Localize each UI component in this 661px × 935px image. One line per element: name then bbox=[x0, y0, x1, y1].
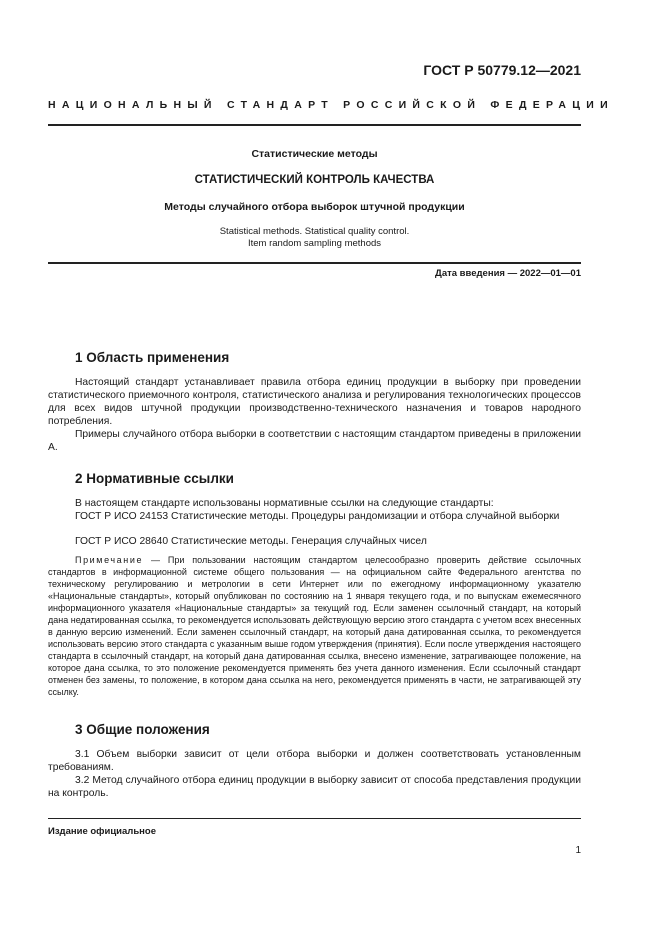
normative-reference-1 bbox=[48, 510, 581, 523]
english-title-line-1: Statistical methods. Statistical quality control. bbox=[219, 226, 410, 237]
normative-reference-2 bbox=[48, 535, 581, 548]
title-line-2: СТАТИСТИЧЕСКИЙ КОНТРОЛЬ КАЧЕСТВА bbox=[194, 174, 435, 186]
english-title bbox=[48, 226, 581, 250]
document-number: ГОСТ Р 50779.12—2021 bbox=[423, 62, 581, 78]
section-3-paragraph-2-text: 3.2 Метод случайного отбора единиц продукции в выборку зависит от способа представления продукции на контроль. bbox=[48, 775, 581, 799]
english-title-line-2: Item random sampling methods bbox=[247, 238, 382, 249]
section-1-heading: 1 Область применения bbox=[75, 350, 230, 365]
title-line-3: Методы случайного отбора выборок штучной продукции bbox=[164, 201, 465, 213]
official-edition-label: Издание официальное bbox=[48, 826, 156, 837]
footer-rule bbox=[48, 818, 581, 819]
section-2-paragraph-1-text: В настоящем стандарте использованы нормативные ссылки на следующие стандарты: bbox=[75, 498, 494, 509]
section-2-paragraph-1 bbox=[48, 497, 581, 510]
national-standard-heading: НАЦИОНАЛЬНЫЙ СТАНДАРТ РОССИЙСКОЙ ФЕДЕРАЦИИ bbox=[48, 99, 614, 111]
title-line-1: Статистические методы bbox=[251, 148, 378, 160]
section-3-paragraph-1 bbox=[48, 748, 581, 774]
section-1-paragraph-1 bbox=[48, 376, 581, 428]
section-3-paragraph-1-text: 3.1 Объем выборки зависит от цели отбора выборки и должен соответствовать установленным требованиям. bbox=[48, 749, 581, 773]
note-block bbox=[48, 554, 581, 698]
top-rule bbox=[48, 124, 581, 126]
normative-reference-1-text: ГОСТ Р ИСО 24153 Статистические методы. Процедуры рандомизации и отбора случайной выборки bbox=[75, 511, 560, 522]
note-label: Примечание bbox=[75, 555, 144, 565]
section-1-paragraph-2 bbox=[48, 428, 581, 454]
section-1-paragraph-1-text: Настоящий стандарт устанавливает правила отбора единиц продукции в выборку при проведении статистического приемочного контроля, статистического анализа и регулирования технологических процессов для всех видов штучной продукции производственно-технического назначения и товаров народного потребления. bbox=[48, 377, 581, 427]
note-text: — При пользовании настоящим стандартом целесообразно проверить действие ссылочных стандартов в информационной системе общего пользования — на официальном сайте Федерального агентства по техническому регулированию и метрологии в сети Интернет или по ежегодному информационному указателю «Национальные стандарты», который опубликован по состоянию на 1 января текущего года, и по выпускам ежемесячного информационного указателя «Национальные стандарты» за текущий год. Если заменен ссылочный стандарт, на который дана недатированная ссылка, то рекомендуется использовать действующую версию этого стандарта с учетом всех внесенных в данную версию изменений. Если заменен ссылочный стандарт, на который дана датированная ссылка, то рекомендуется использовать версию этого стандарта с указанным выше годом утверждения (принятия). Если после утверждения настоящего стандарта в ссылочный стандарт, на который дана датированная ссылка, внесено изменение, затрагивающее положение, на которое дана ссылка, то это положение рекомендуется применять без учета данного изменения. Если ссылочный стандарт отменен без замены, то положение, в котором дана ссылка на него, рекомендуется применять в части, не затрагивающей эту ссылку. bbox=[48, 555, 581, 697]
section-1-paragraph-2-text: Примеры случайного отбора выборки в соответствии с настоящим стандартом приведены в приложении А. bbox=[48, 429, 581, 453]
section-3-heading: 3 Общие положения bbox=[75, 722, 210, 737]
section-2-heading: 2 Нормативные ссылки bbox=[75, 471, 234, 486]
introduction-date: Дата введения — 2022—01—01 bbox=[435, 268, 581, 279]
normative-reference-2-text: ГОСТ Р ИСО 28640 Статистические методы. Генерация случайных чисел bbox=[75, 536, 427, 547]
page-number: 1 bbox=[575, 845, 581, 856]
section-3-paragraph-2 bbox=[48, 774, 581, 800]
title-bottom-rule bbox=[48, 262, 581, 264]
